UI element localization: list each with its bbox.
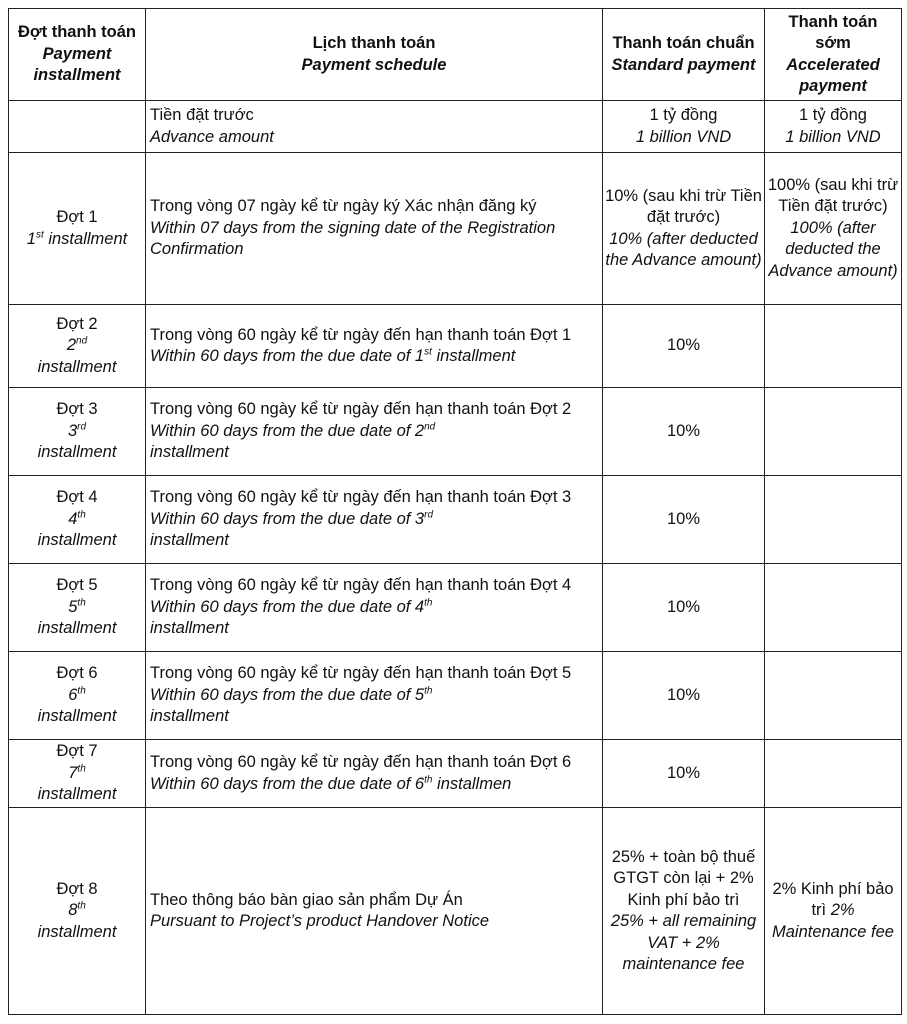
standard-cell: 10% (sau khi trừ Tiền đặt trước) 10% (after deducted the Advance amount) bbox=[603, 153, 765, 305]
standard-cell: 25% + toàn bộ thuế GTGT còn lại + 2% Kinh phí bảo trì 25% + all remaining VAT + 2% maintenance fee bbox=[603, 808, 765, 1015]
accelerated-cell bbox=[765, 564, 902, 652]
advance-standard-cell: 1 tỷ đồng 1 billion VND bbox=[603, 101, 765, 153]
schedule-cell: Trong vòng 60 ngày kể từ ngày đến hạn thanh toán Đợt 3 Within 60 days from the due date of 3rd installment bbox=[146, 476, 603, 564]
standard-cell: 10% bbox=[603, 564, 765, 652]
header-installment: Đợt thanh toán Payment installment bbox=[9, 9, 146, 101]
table-row bbox=[9, 388, 902, 476]
header-accelerated: Thanh toán sớm Accelerated payment bbox=[765, 9, 902, 101]
installment-cell: Đợt 4 4th installment bbox=[9, 476, 146, 564]
header-standard: Thanh toán chuẩn Standard payment bbox=[603, 9, 765, 101]
accelerated-cell bbox=[765, 652, 902, 740]
accelerated-cell bbox=[765, 740, 902, 808]
table-row bbox=[9, 564, 902, 652]
installment-cell: Đợt 2 2nd installment bbox=[9, 305, 146, 388]
installment-cell: Đợt 6 6th installment bbox=[9, 652, 146, 740]
header-row bbox=[9, 9, 902, 101]
accelerated-cell: 100% (sau khi trừ Tiền đặt trước) 100% (after deducted the Advance amount) bbox=[765, 153, 902, 305]
table-row bbox=[9, 476, 902, 564]
schedule-cell: Trong vòng 60 ngày kể từ ngày đến hạn thanh toán Đợt 5 Within 60 days from the due date of 5th installment bbox=[146, 652, 603, 740]
accelerated-cell bbox=[765, 388, 902, 476]
advance-accelerated-cell: 1 tỷ đồng 1 billion VND bbox=[765, 101, 902, 153]
schedule-cell: Trong vòng 60 ngày kể từ ngày đến hạn thanh toán Đợt 4 Within 60 days from the due date of 4th installment bbox=[146, 564, 603, 652]
schedule-cell: Trong vòng 60 ngày kể từ ngày đến hạn thanh toán Đợt 2 Within 60 days from the due date of 2nd installment bbox=[146, 388, 603, 476]
accelerated-cell bbox=[765, 305, 902, 388]
accelerated-cell bbox=[765, 476, 902, 564]
accelerated-cell: 2% Kinh phí bảo trì 2% Maintenance fee bbox=[765, 808, 902, 1015]
header-schedule: Lịch thanh toán Payment schedule bbox=[146, 9, 603, 101]
advance-row bbox=[9, 101, 902, 153]
advance-schedule-cell: Tiền đặt trước Advance amount bbox=[146, 101, 603, 153]
table-row bbox=[9, 740, 902, 808]
standard-cell: 10% bbox=[603, 305, 765, 388]
table-row bbox=[9, 153, 902, 305]
installment-cell: Đợt 7 7th installment bbox=[9, 740, 146, 808]
installment-cell: Đợt 3 3rd installment bbox=[9, 388, 146, 476]
schedule-cell: Theo thông báo bàn giao sản phẩm Dự Án Pursuant to Project’s product Handover Notice bbox=[146, 808, 603, 1015]
standard-cell: 10% bbox=[603, 740, 765, 808]
table-row bbox=[9, 652, 902, 740]
schedule-cell: Trong vòng 07 ngày kể từ ngày ký Xác nhận đăng ký Within 07 days from the signing date of the Registration Confirmation bbox=[146, 153, 603, 305]
schedule-cell: Trong vòng 60 ngày kể từ ngày đến hạn thanh toán Đợt 6 Within 60 days from the due date of 6th installmen bbox=[146, 740, 603, 808]
installment-cell: Đợt 8 8th installment bbox=[9, 808, 146, 1015]
table-row bbox=[9, 808, 902, 1015]
installment-cell: Đợt 1 1st installment bbox=[9, 153, 146, 305]
standard-cell: 10% bbox=[603, 388, 765, 476]
advance-installment-cell bbox=[9, 101, 146, 153]
standard-cell: 10% bbox=[603, 476, 765, 564]
payment-schedule-table bbox=[8, 8, 902, 1015]
installment-cell: Đợt 5 5th installment bbox=[9, 564, 146, 652]
schedule-cell: Trong vòng 60 ngày kể từ ngày đến hạn thanh toán Đợt 1 Within 60 days from the due date of 1st installment bbox=[146, 305, 603, 388]
table-row bbox=[9, 305, 902, 388]
standard-cell: 10% bbox=[603, 652, 765, 740]
